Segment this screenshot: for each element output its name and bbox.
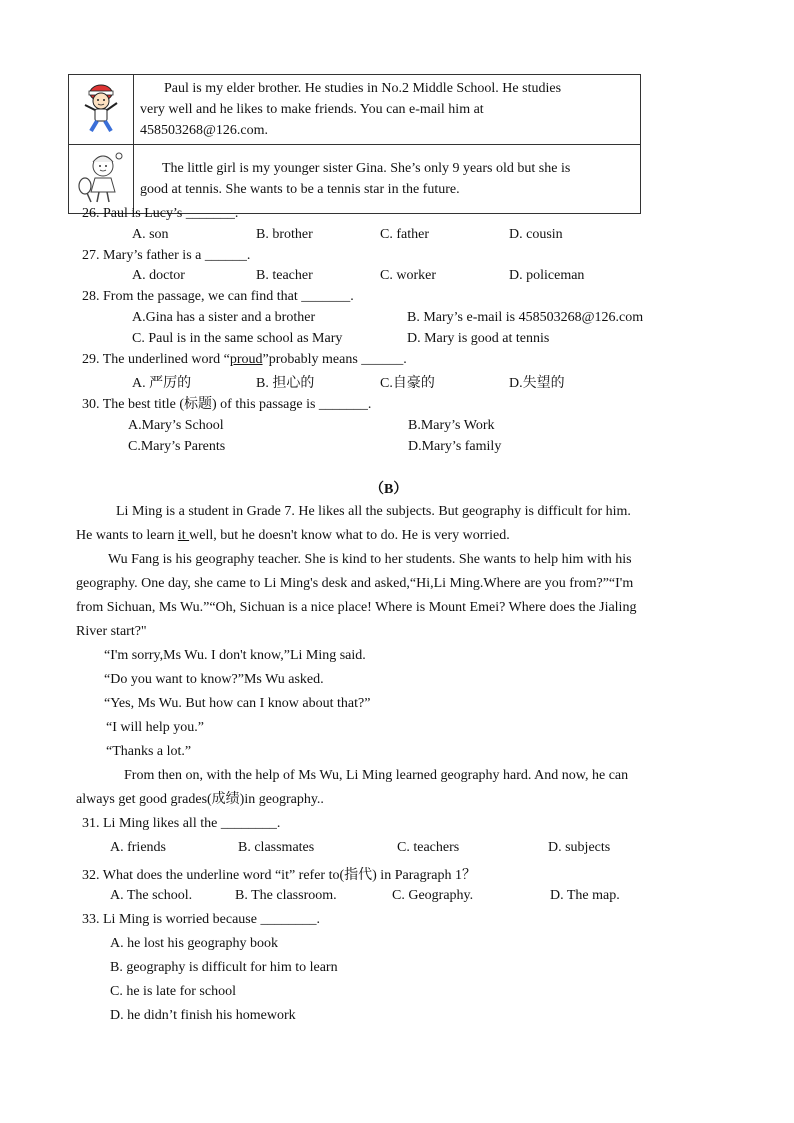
paragraph-3: From then on, with the help of Ms Wu, Li Ming learned geography hard. And now, he can always get good grades(成绩)in geography..	[76, 768, 629, 807]
info-table	[68, 74, 641, 214]
question-32: 32. What does the underline word “it” refer to(指代) in Paragraph 1？	[82, 868, 476, 883]
option: C. father	[380, 227, 429, 242]
question-26: 26. Paul is Lucy’s _______.	[82, 206, 239, 221]
question-31: 31. Li Ming likes all the ________.	[82, 816, 281, 831]
option: D.失望的	[509, 376, 565, 391]
option: A. son	[132, 227, 169, 242]
option: C. worker	[380, 268, 436, 283]
table-text-line: Paul is my elder brother. He studies in No.2 Middle School. He studies	[164, 81, 562, 96]
dialogue-line: “Thanks a lot.”	[106, 744, 192, 759]
option: B. classmates	[238, 840, 315, 855]
option: B. The classroom.	[235, 888, 337, 903]
option: B. teacher	[256, 268, 313, 283]
option: C.自豪的	[380, 376, 435, 391]
option: C. teachers	[397, 840, 460, 855]
option: B.Mary’s Work	[408, 418, 495, 433]
paragraph-1: Li Ming is a student in Grade 7. He likes all the subjects. But geography is difficult for him. He wants to learn it well, but he doesn't know what to do. He is very worried.	[76, 504, 631, 543]
option: A. friends	[110, 840, 166, 855]
option: D. Mary is good at tennis	[407, 331, 550, 346]
option: B. brother	[256, 227, 313, 242]
section-heading: （B）	[370, 482, 408, 497]
table-row	[69, 145, 641, 214]
option: D. policeman	[509, 268, 585, 283]
question-29: 29. The underlined word “proud”probably means ______.	[82, 352, 407, 367]
table-text-line: good at tennis. She wants to be a tennis star in the future.	[140, 182, 460, 197]
option: A. doctor	[132, 268, 185, 283]
table-text-line: The little girl is my younger sister Gina. She’s only 9 years old but she is	[162, 161, 571, 176]
underlined-word: proud	[229, 352, 263, 367]
cartoon-girl-tennis-icon	[69, 145, 134, 214]
option: B. geography is difficult for him to learn	[110, 960, 338, 975]
option: D. The map.	[550, 888, 620, 903]
question-30: 30. The best title (标题) of this passage is _______.	[82, 397, 372, 412]
option: D.Mary’s family	[408, 439, 502, 454]
dialogue-line: “Yes, Ms Wu. But how can I know about that?”	[104, 696, 371, 711]
option: D. he didn’t finish his homework	[110, 1008, 296, 1023]
option: A.Mary’s School	[128, 418, 224, 433]
question-33: 33. Li Ming is worried because ________.	[82, 912, 320, 927]
option: A. 严厉的	[132, 376, 192, 391]
dialogue-line: “I will help you.”	[106, 720, 204, 735]
option: C. Geography.	[392, 888, 474, 903]
option: A. he lost his geography book	[110, 936, 278, 951]
option: A. The school.	[110, 888, 193, 903]
paragraph-2: Wu Fang is his geography teacher. She is kind to her students. She wants to help him with his geography. One day, she came to Li Ming's desk and asked,“Hi,Li Ming.Where are you from?”“I'm from Sichuan, Ms Wu.”“Oh, Sichuan is a nice place! Where is Mount Emei? Where does the Jialing River start?"	[76, 552, 637, 639]
dialogue-line: “I'm sorry,Ms Wu. I don't know,”Li Ming said.	[104, 648, 366, 663]
underlined-word: it	[177, 528, 190, 543]
question-28: 28. From the passage, we can find that _______.	[82, 289, 354, 304]
option: B. 担心的	[256, 376, 315, 391]
option: B. Mary’s e-mail is 458503268@126.com	[407, 310, 644, 325]
dialogue-line: “Do you want to know?”Ms Wu asked.	[104, 672, 324, 687]
option: A.Gina has a sister and a brother	[132, 310, 316, 325]
option: D. cousin	[509, 227, 563, 242]
option: D. subjects	[548, 840, 611, 855]
table-text-line: 458503268@126.com.	[140, 123, 268, 138]
question-27: 27. Mary’s father is a ______.	[82, 248, 251, 263]
option: C.Mary’s Parents	[128, 439, 226, 454]
table-text-line: very well and he likes to make friends. You can e-mail him at	[140, 102, 484, 117]
option: C. Paul is in the same school as Mary	[132, 331, 343, 346]
table-row	[69, 75, 641, 145]
option: C. he is late for school	[110, 984, 236, 999]
cartoon-boy-icon	[69, 75, 134, 145]
